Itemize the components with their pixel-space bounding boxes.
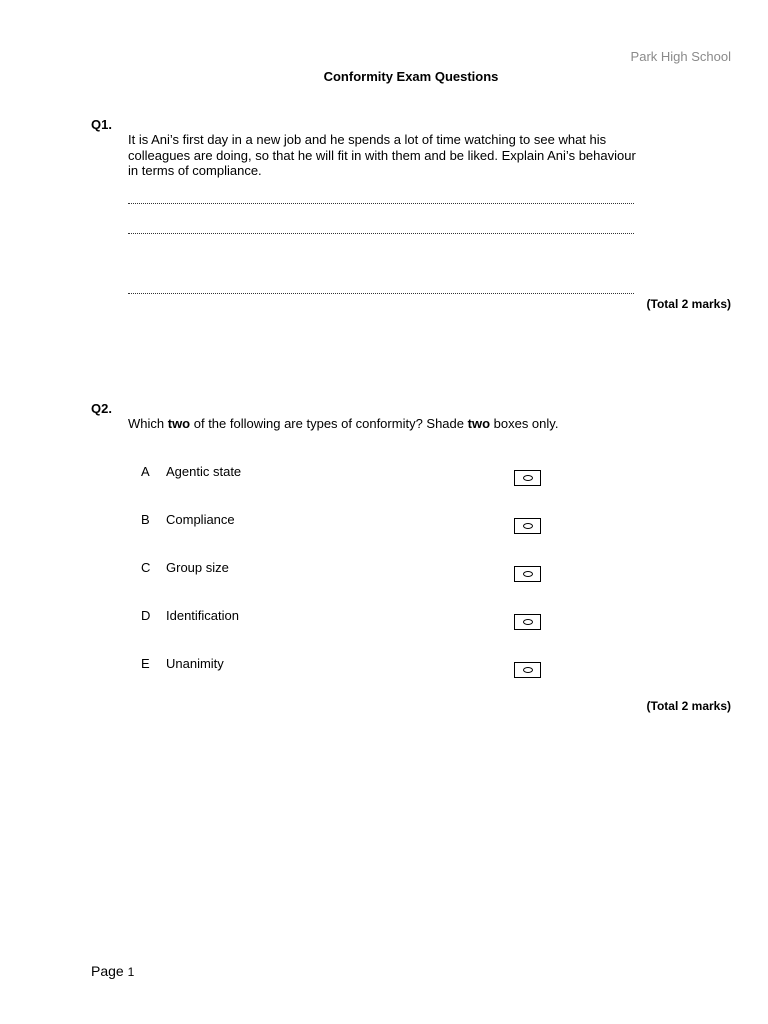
- prompt-bold-1: two: [167, 416, 191, 431]
- page-label: Page: [91, 963, 128, 979]
- option-checkbox-d[interactable]: [514, 614, 541, 630]
- page-title: Conformity Exam Questions: [323, 69, 499, 84]
- school-name: Park High School: [630, 49, 731, 64]
- oval-icon: [523, 571, 533, 577]
- oval-icon: [523, 619, 533, 625]
- question-1-total-marks: (Total 2 marks): [646, 297, 731, 311]
- prompt-text-2: of the following are types of conformity? Shade: [190, 416, 468, 431]
- option-checkbox-e[interactable]: [514, 662, 541, 678]
- answer-line-1[interactable]: [128, 193, 634, 204]
- prompt-text-1: Which: [128, 416, 168, 431]
- question-1-line-2: colleagues are doing, so that he will fit in with them and be liked. Explain Ani’s behaviour: [128, 147, 636, 163]
- option-checkbox-b[interactable]: [514, 518, 541, 534]
- question-2-total-marks: (Total 2 marks): [646, 699, 731, 713]
- prompt-bold-2: two: [467, 416, 491, 431]
- option-label-a: Agentic state: [166, 464, 242, 479]
- page-footer: [91, 963, 134, 979]
- oval-icon: [523, 523, 533, 529]
- page-number: 1: [127, 965, 135, 979]
- oval-icon: [523, 667, 533, 673]
- option-letter-b: B: [141, 512, 150, 527]
- question-1-text: [128, 132, 728, 179]
- option-label-e: Unanimity: [166, 656, 224, 671]
- question-1-line-3: in terms of compliance.: [128, 163, 262, 178]
- answer-line-2[interactable]: [128, 223, 634, 234]
- question-2-prompt: [128, 416, 558, 432]
- option-label-d: Identification: [166, 608, 239, 623]
- question-1-number: Q1.: [91, 117, 112, 132]
- option-letter-e: E: [141, 656, 150, 671]
- question-1-line-1: It is Ani’s first day in a new job and he spends a lot of time watching to see what his: [128, 132, 607, 147]
- question-2-number: Q2.: [91, 401, 112, 416]
- option-letter-d: D: [141, 608, 151, 623]
- option-label-c: Group size: [166, 560, 229, 575]
- option-letter-c: C: [141, 560, 151, 575]
- answer-line-3[interactable]: [128, 283, 634, 294]
- prompt-text-3: boxes only.: [490, 416, 559, 431]
- option-checkbox-a[interactable]: [514, 470, 541, 486]
- option-checkbox-c[interactable]: [514, 566, 541, 582]
- oval-icon: [523, 475, 533, 481]
- option-label-b: Compliance: [166, 512, 235, 527]
- option-letter-a: A: [141, 464, 150, 479]
